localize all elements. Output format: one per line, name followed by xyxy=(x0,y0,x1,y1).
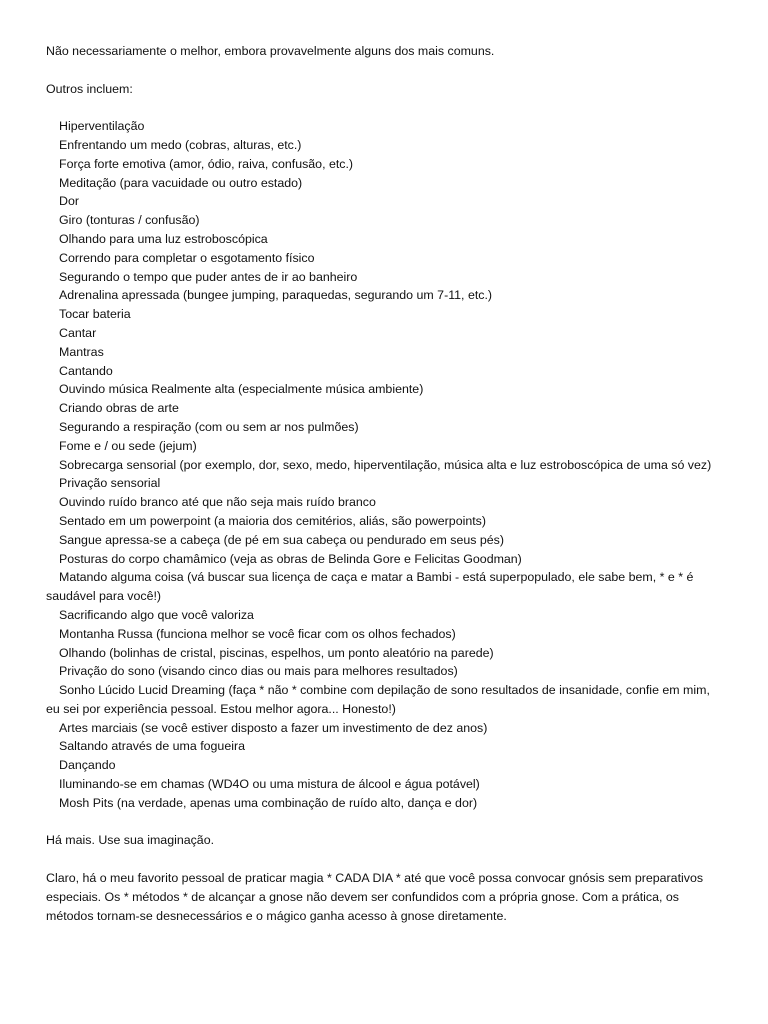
list-item: Meditação (para vacuidade ou outro estado) xyxy=(59,175,303,190)
list-item: Cantando xyxy=(59,363,113,378)
methods-list xyxy=(46,117,722,812)
list-item: Força forte emotiva (amor, ódio, raiva, confusão, etc.) xyxy=(59,156,354,171)
list-item: Olhando (bolinhas de cristal, piscinas, espelhos, um ponto aleatório na parede) xyxy=(59,645,494,660)
list-item: Saltando através de uma fogueira xyxy=(59,739,245,754)
list-item: Olhando para uma luz estroboscópica xyxy=(59,231,268,246)
list-item: Matando alguma coisa (vá buscar sua licença de caça e matar a Bambi - está superpopulado, ele sabe bem, * e * é saudável para você!) xyxy=(46,570,694,604)
list-item: Enfrentando um medo (cobras, alturas, etc.) xyxy=(59,137,302,152)
list-item: Dançando xyxy=(59,758,116,773)
list-item: Sangue apressa-se a cabeça (de pé em sua cabeça ou pendurado em seus pés) xyxy=(59,532,504,547)
list-item: Iluminando-se em chamas (WD4O ou uma mistura de álcool e água potável) xyxy=(59,777,480,792)
list-item: Tocar bateria xyxy=(59,307,131,322)
list-item: Segurando o tempo que puder antes de ir ao banheiro xyxy=(59,269,358,284)
document-body xyxy=(46,42,722,925)
list-item: Correndo para completar o esgotamento físico xyxy=(59,250,315,265)
list-item: Posturas do corpo chamâmico (veja as obras de Belinda Gore e Felicitas Goodman) xyxy=(59,551,522,566)
list-item: Mantras xyxy=(59,344,104,359)
list-item: Segurando a respiração (com ou sem ar nos pulmões) xyxy=(59,419,359,434)
list-item: Artes marciais (se você estiver disposto a fazer um investimento de dez anos) xyxy=(59,720,488,735)
list-item: Mosh Pits (na verdade, apenas uma combinação de ruído alto, dança e dor) xyxy=(59,795,478,810)
list-item: Dor xyxy=(59,194,79,209)
list-item: Privação do sono (visando cinco dias ou mais para melhores resultados) xyxy=(59,664,458,679)
others-heading: Outros incluem: xyxy=(46,81,133,96)
list-item: Privação sensorial xyxy=(59,476,161,491)
closing-paragraph: Claro, há o meu favorito pessoal de praticar magia * CADA DIA * até que você possa convocar gnósis sem preparativos especiais. Os * métodos * de alcançar a gnose não devem ser confundidos com a própria gnose. Com a prática, os métodos tornam-se desnecessários e o mágico ganha acesso à gnose diretamente. xyxy=(46,871,704,923)
list-item: Sacrificando algo que você valoriza xyxy=(59,607,254,622)
more-paragraph: Há mais. Use sua imaginação. xyxy=(46,833,215,848)
list-item: Cantar xyxy=(59,325,97,340)
list-item: Hiperventilação xyxy=(59,119,145,134)
list-item: Ouvindo ruído branco até que não seja mais ruído branco xyxy=(59,495,376,510)
intro-paragraph: Não necessariamente o melhor, embora provavelmente alguns dos mais comuns. xyxy=(46,44,495,58)
list-item: Giro (tonturas / confusão) xyxy=(59,213,200,228)
list-item: Adrenalina apressada (bungee jumping, paraquedas, segurando um 7-11, etc.) xyxy=(59,288,493,303)
list-item: Fome e / ou sede (jejum) xyxy=(59,438,197,453)
list-item: Sobrecarga sensorial (por exemplo, dor, sexo, medo, hiperventilação, música alta e luz estroboscópica de uma só vez) xyxy=(59,457,712,472)
list-item: Ouvindo música Realmente alta (especialmente música ambiente) xyxy=(59,382,424,397)
list-item: Criando obras de arte xyxy=(59,401,179,416)
list-item: Sentado em um powerpoint (a maioria dos cemitérios, aliás, são powerpoints) xyxy=(59,513,486,528)
list-item: Montanha Russa (funciona melhor se você ficar com os olhos fechados) xyxy=(59,626,456,641)
list-item: Sonho Lúcido Lucid Dreaming (faça * não * combine com depilação de sono resultados de insanidade, confie em mim, eu sei por experiência pessoal. Estou melhor agora... Honesto!) xyxy=(46,683,710,716)
